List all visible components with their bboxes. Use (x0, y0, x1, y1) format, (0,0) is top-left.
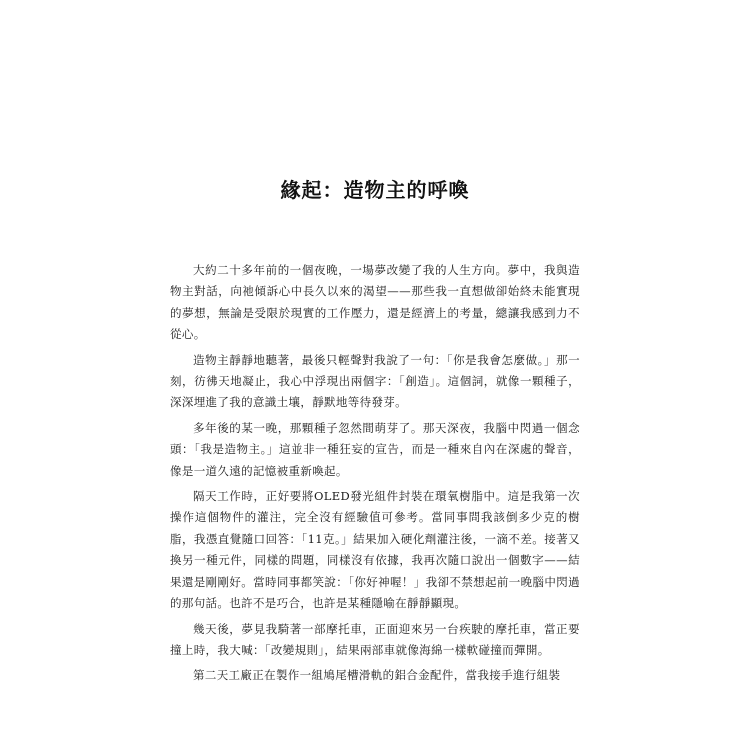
chapter-title: 緣起：造物主的呼喚 (280, 178, 470, 202)
paragraph: 造物主靜靜地聽著，最後只輕聲對我說了一句：「你是我會怎麼做。」那一刻，彷彿天地凝止，我心中浮現出兩個字：「創造」。這個詞，就像一顆種子，深深埋進了我的意識土壤，靜默地等待發芽。 (170, 352, 580, 410)
paragraph: 幾天後，夢見我騎著一部摩托車，正面迎來另一台疾駛的摩托車，當正要撞上時，我大喊：「改變規則」，結果兩部車就像海綿一樣軟碰撞而彈開。 (170, 621, 580, 657)
paragraph: 隔天工作時，正好要將OLED發光組件封裝在環氧樹脂中。這是我第一次操作這個物件的灌注，完全沒有經驗值可參考。當同事問我該倒多少克的樹脂，我憑直覺隨口回答：「11克。」結果加入硬化劑灌注後，一滴不差。接著又換另一種元件，同樣的問題，同樣沒有依據，我再次隨口說出一個數字——結果還是剛剛好。當時同事都笑說：「你好神喔！」我卻不禁想起前一晚腦中閃過的那句話。也許不是巧合，也許是某種隱喻在靜靜顯現。 (170, 489, 580, 611)
paragraph: 大約二十多年前的一個夜晚，一場夢改變了我的人生方向。夢中，我與造物主對話，向祂傾訴心中長久以來的渴望——那些我一直想做卻始終未能實現的夢想，無論是受限於現實的工作壓力，還是經濟上的考量，總讓我感到力不從心。 (170, 263, 580, 342)
paragraph: 第二天工廠正在製作一組鳩尾槽滑軌的鋁合金配件，當我接手進行組裝 (193, 668, 561, 683)
paragraph: 多年後的某一晚，那顆種子忽然間萌芽了。那天深夜，我腦中閃過一個念頭：「我是造物主。」這並非一種狂妄的宣告，而是一種來自內在深處的聲音，像是一道久遠的記憶被重新喚起。 (170, 420, 580, 478)
chapter-body (170, 260, 580, 691)
